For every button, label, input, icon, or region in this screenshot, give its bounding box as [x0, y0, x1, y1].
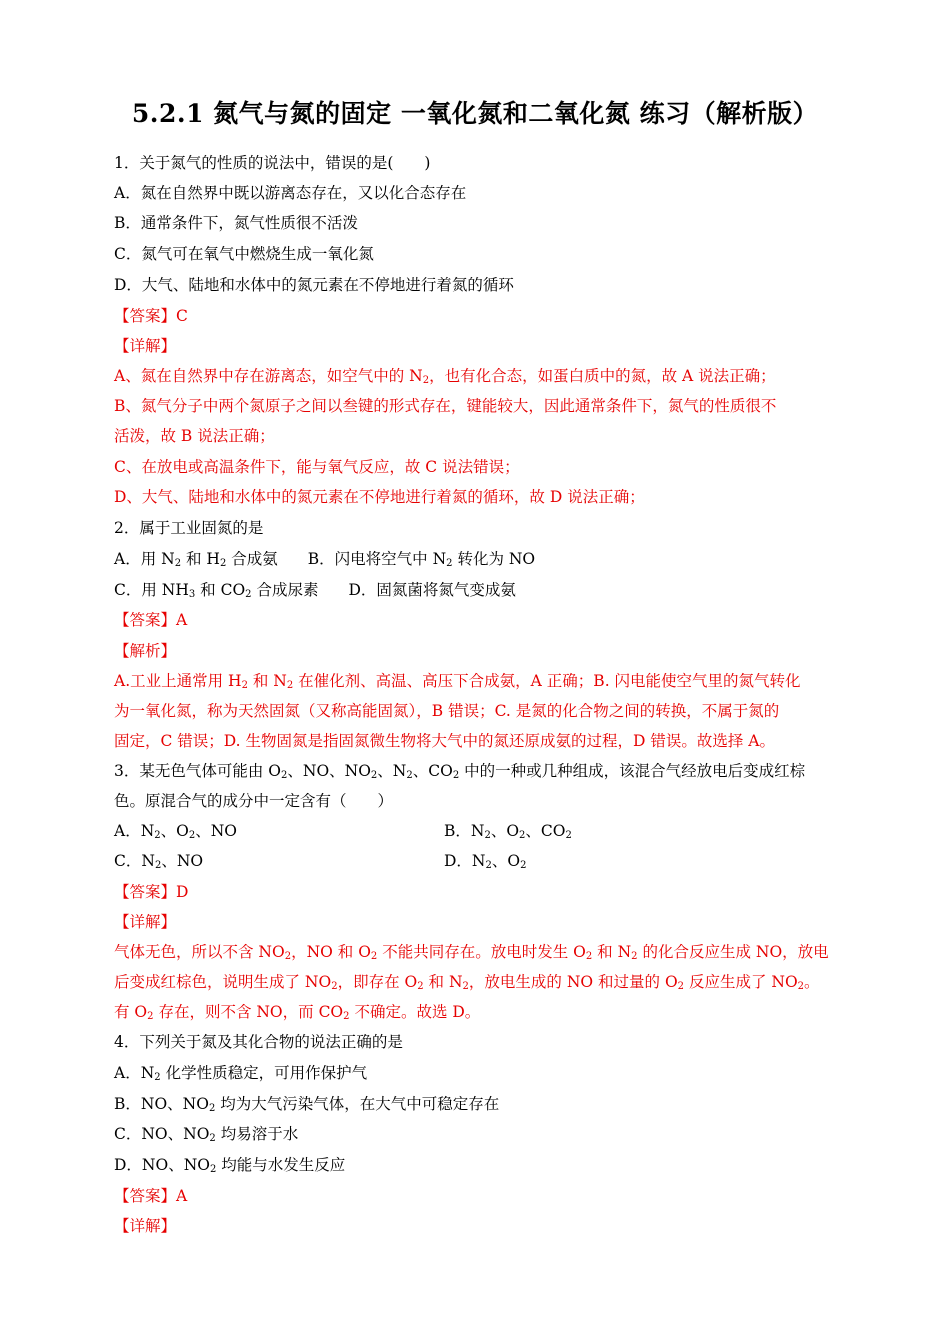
- q4-option-d: D．NO、$NO_2$ 均能与水发生反应: [114, 1156, 346, 1175]
- q4-explanation-label: 【详解】: [114, 1217, 177, 1235]
- q1-answer: 【答案】C: [114, 307, 188, 325]
- q1-stem: 1．关于氮气的性质的说法中，错误的是( ): [114, 154, 431, 172]
- q2-explanation-label: 【解析】: [114, 642, 177, 660]
- q3-option-c: C．$N_2$、NO: [114, 852, 204, 871]
- q1-option-c: C．氮气可在氧气中燃烧生成一氧化氮: [114, 245, 374, 263]
- q1-explanation-line: D、大气、陆地和水体中的氮元素在不停地进行着氮的循环，故 D 说法正确；: [114, 488, 645, 506]
- q2-stem: 2．属于工业固氮的是: [114, 519, 264, 537]
- q3-explanation-label: 【详解】: [114, 913, 177, 931]
- q3-explanation-line: 气体无色，所以不含 $NO_2$，NO 和 $O_2$ 不能共同存在。放电时发生 $O_2$ 和 $N_2$ 的化合反应生成 NO，放电: [114, 943, 829, 962]
- q3-explanation-line: 后变成红棕色，说明生成了 $NO_2$，即存在 $O_2$ 和 $N_2$，放电生成的 NO 和过量的 $O_2$ 反应生成了 $NO_2$。: [114, 973, 820, 992]
- q3-option-d: D．$N_2$、$O_2$: [444, 852, 527, 871]
- q1-option-d: D．大气、陆地和水体中的氮元素在不停地进行着氮的循环: [114, 276, 514, 294]
- q2-answer: 【答案】A: [114, 611, 188, 629]
- q1-explanation-line: 活泼，故 B 说法正确；: [114, 427, 275, 445]
- q2-options-ab: [114, 549, 535, 569]
- q1-explanation-line: C、在放电或高温条件下，能与氧气反应，故 C 说法错误；: [114, 458, 520, 476]
- q3-explanation-line: 有 $O_2$ 存在，则不含 NO，而 $CO_2$ 不确定。故选 D。: [114, 1003, 481, 1022]
- q2-options-cd: [114, 580, 516, 600]
- q1-explanation-line: A、氮在自然界中存在游离态，如空气中的 $N_2$，也有化合态，如蛋白质中的氮，故 A 说法正确；: [114, 367, 776, 386]
- q2-explanation-line: 为一氧化氮，称为天然固氮（又称高能固氮），B 错误；C. 是氮的化合物之间的转换，不属于氮的: [114, 702, 780, 720]
- q1-explanation-line: B、氮气分子中两个氮原子之间以叁键的形式存在，键能较大，因此通常条件下，氮气的性质很不: [114, 397, 777, 415]
- q2-option-a: A．用 $N_2$ 和 $H_2$ 合成氨: [114, 550, 278, 569]
- q3-option-a: A．$N_2$、$O_2$、NO: [114, 822, 238, 841]
- q2-explanation-line: 固定，C 错误；D. 生物固氮是指固氮微生物将大气中的氮还原成氨的过程，D 错误。故选择 A。: [114, 732, 775, 750]
- q3-option-b: B．$N_2$、$O_2$、$CO_2$: [444, 822, 572, 841]
- q2-option-d: D．固氮菌将氮气变成氨: [348, 581, 516, 599]
- q4-option-b: B．NO、$NO_2$ 均为大气污染气体，在大气中可稳定存在: [114, 1095, 500, 1114]
- q4-answer: 【答案】A: [114, 1187, 188, 1205]
- q1-option-b: B．通常条件下，氮气性质很不活泼: [114, 214, 358, 232]
- q4-option-c: C．NO、$NO_2$ 均易溶于水: [114, 1125, 299, 1144]
- q2-explanation-line: A.工业上通常用 $H_2$ 和 $N_2$ 在催化剂、高温、高压下合成氨，A 正确；B. 闪电能使空气里的氮气转化: [114, 672, 801, 691]
- q3-stem-cont: 色。原混合气的成分中一定含有（ ）: [114, 792, 394, 810]
- q2-option-c: C．用 $NH_3$ 和 $CO_2$ 合成尿素: [114, 581, 319, 600]
- q4-stem: 4．下列关于氮及其化合物的说法正确的是: [114, 1033, 403, 1051]
- q4-option-a: A．$N_2$ 化学性质稳定，可用作保护气: [114, 1064, 368, 1083]
- page-title: 5.2.1 氮气与氮的固定 一氧化氮和二氧化氮 练习（解析版）: [131, 99, 819, 128]
- q1-option-a: A．氮在自然界中既以游离态存在，又以化合态存在: [114, 184, 467, 202]
- q1-explanation-label: 【详解】: [114, 337, 177, 355]
- q3-stem: 3．某无色气体可能由 $O_2$、NO、$NO_2$、$N_2$、$CO_2$ 中的一种或几种组成，该混合气经放电后变成红棕: [114, 762, 806, 781]
- q2-option-b: B．闪电将空气中 $N_2$ 转化为 NO: [307, 550, 536, 569]
- q3-answer: 【答案】D: [114, 883, 189, 901]
